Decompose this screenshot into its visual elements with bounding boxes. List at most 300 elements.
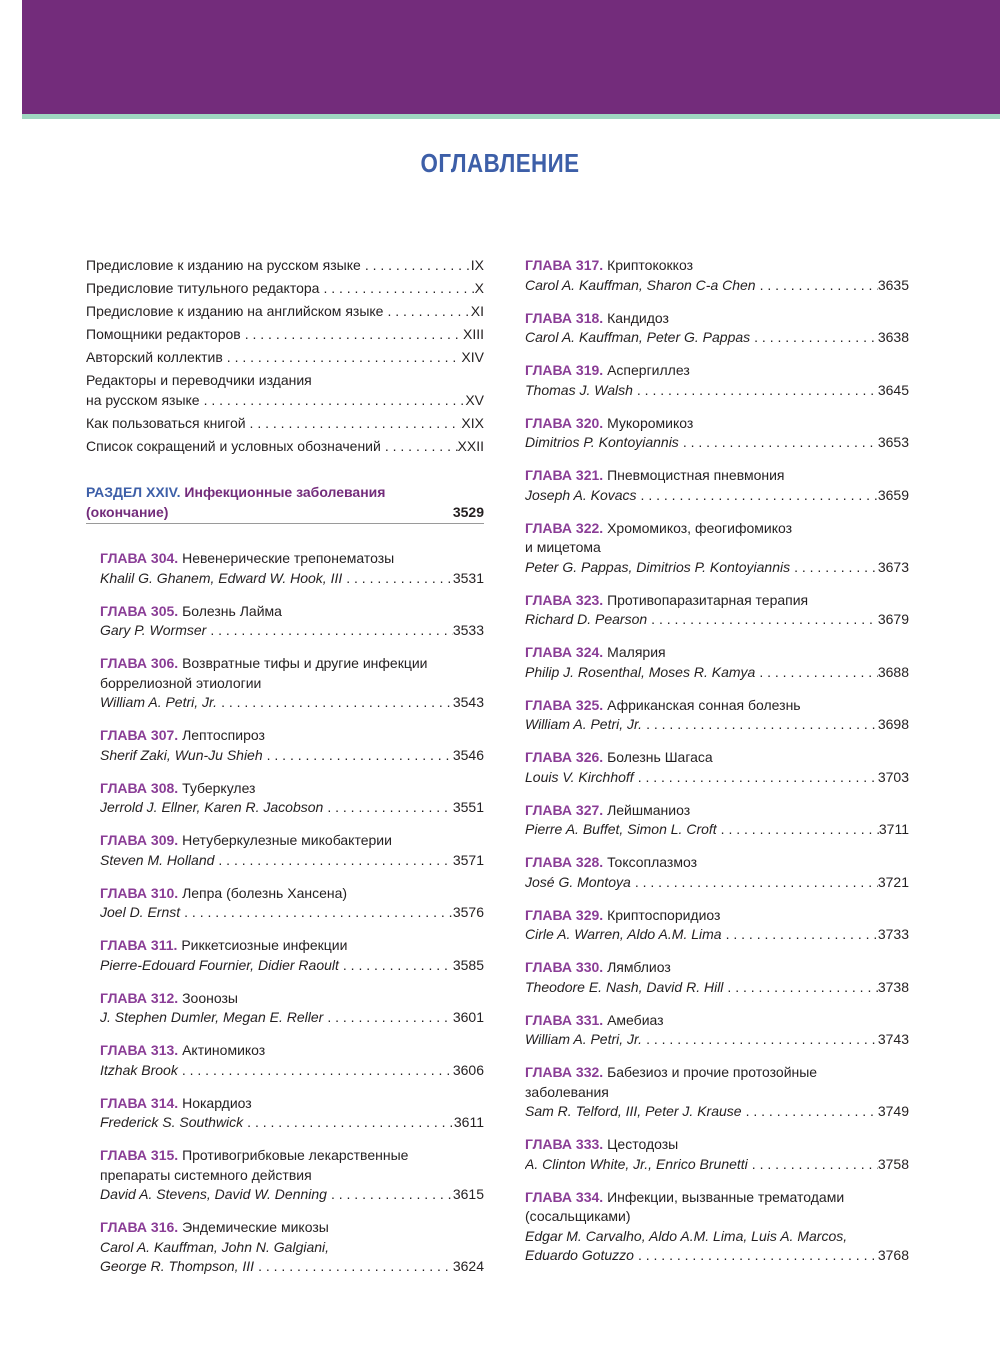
chapter-title: Противогрибковые лекарственные — [182, 1147, 409, 1163]
chapter-entry[interactable] — [525, 256, 909, 295]
page-number: 3635 — [877, 276, 909, 293]
dot-leader — [178, 1061, 453, 1081]
chapter-label: ГЛАВА 324. — [525, 644, 604, 660]
chapter-label: ГЛАВА 312. — [100, 989, 179, 1006]
chapter-authors-row — [525, 663, 909, 683]
header-accent-stripe — [22, 114, 1000, 119]
chapter-title-line — [525, 801, 909, 821]
chapter-authors-row — [525, 276, 909, 296]
page-number: XIX — [461, 414, 484, 431]
chapter-authors: Philip J. Rosenthal, Moses R. Kamya — [525, 663, 756, 680]
chapter-authors: Carol A. Kauffman, Peter G. Pappas — [525, 329, 751, 345]
chapter-label: ГЛАВА 329. — [525, 906, 604, 923]
chapter-entry[interactable] — [86, 989, 484, 1028]
page-number: 3645 — [877, 381, 909, 398]
chapter-title-line — [525, 748, 909, 768]
chapter-title: Противопаразитарная терапия — [607, 591, 809, 608]
dot-leader — [637, 486, 878, 506]
chapter-entry[interactable] — [525, 853, 909, 892]
chapter-entry[interactable] — [525, 1063, 909, 1122]
chapter-authors-row — [100, 903, 484, 923]
chapter-authors: Richard D. Pearson — [525, 611, 648, 627]
chapter-title-line — [100, 602, 484, 622]
page-number: 3606 — [452, 1061, 484, 1078]
chapter-entry[interactable] — [86, 549, 484, 588]
chapter-entry[interactable] — [86, 1041, 484, 1080]
chapter-authors: Eduardo Gotuzzo — [525, 1247, 634, 1263]
chapter-authors: Steven M. Holland — [100, 851, 215, 868]
chapter-title: Кандидоз — [607, 309, 669, 326]
chapter-authors-row — [100, 569, 484, 589]
section-page: 3529 — [452, 503, 484, 520]
chapter-label: ГЛАВА 317. — [525, 257, 604, 273]
chapter-title-line — [525, 538, 909, 558]
chapter-entry[interactable] — [525, 309, 909, 348]
page-number: 3546 — [452, 746, 484, 763]
chapter-authors: Theodore E. Nash, David R. Hill — [525, 978, 724, 995]
page-number: 3698 — [877, 716, 909, 732]
chapter-title-line — [525, 1135, 909, 1155]
chapter-entry[interactable] — [525, 1135, 909, 1174]
chapter-entry[interactable] — [525, 958, 909, 997]
chapter-title-line — [100, 831, 484, 851]
chapter-title: Нокардиоз — [182, 1094, 252, 1111]
chapter-title: Лептоспироз — [182, 727, 265, 743]
chapter-authors-row — [100, 693, 484, 713]
chapter-entry[interactable] — [525, 414, 909, 453]
chapter-label: ГЛАВА 328. — [525, 854, 604, 870]
page-number: 3601 — [452, 1009, 484, 1025]
chapter-label: ГЛАВА 307. — [100, 727, 179, 743]
chapter-list-left — [86, 549, 484, 1277]
dot-leader — [323, 1008, 453, 1028]
chapter-entry[interactable] — [86, 1094, 484, 1133]
chapter-authors: David A. Stevens, David W. Denning — [100, 1186, 327, 1202]
section-title-cont: (окончание) — [86, 503, 169, 520]
dot-leader — [742, 1102, 878, 1122]
chapter-label: ГЛАВА 330. — [525, 959, 604, 975]
chapter-authors-row — [525, 1030, 909, 1050]
chapter-title-line — [100, 779, 484, 799]
chapter-authors-row — [525, 328, 909, 348]
chapter-title: Болезнь Лайма — [182, 602, 282, 619]
page-number: 3611 — [453, 1114, 484, 1130]
chapter-authors-row — [525, 768, 909, 788]
chapter-list-right — [525, 256, 909, 1266]
chapter-title-line — [525, 309, 909, 329]
chapter-title-line — [525, 591, 909, 611]
chapter-title-line — [525, 1083, 909, 1103]
page-number: 3585 — [452, 956, 484, 973]
chapter-authors-row — [100, 1061, 484, 1081]
page-number: XIII — [462, 326, 484, 342]
chapter-title: Лейшманиоз — [607, 801, 691, 818]
chapter-title: Хромомикоз, феогифомикоз — [607, 519, 793, 536]
chapter-authors-row — [100, 621, 484, 641]
entry-title: Предисловие к изданию на английском языке — [86, 303, 384, 319]
chapter-title: Криптоспоридиоз — [607, 906, 721, 923]
chapter-entry[interactable] — [86, 884, 484, 923]
chapter-authors: Sherif Zaki, Wun-Ju Shieh — [100, 746, 263, 763]
chapter-entry[interactable] — [525, 801, 909, 840]
chapter-title-line — [525, 1207, 909, 1227]
chapter-label: ГЛАВА 334. — [525, 1188, 604, 1205]
dot-leader — [339, 956, 453, 976]
page-number: 3703 — [877, 768, 909, 785]
entry-row — [86, 325, 484, 345]
chapter-entry[interactable] — [86, 779, 484, 818]
chapter-authors: Thomas J. Walsh — [525, 381, 633, 398]
dot-leader — [633, 381, 878, 401]
page-number: 3638 — [877, 329, 909, 345]
chapter-title: Невенерические трепонематозы — [182, 550, 395, 566]
chapter-authors-row — [525, 715, 909, 735]
dot-leader — [722, 925, 878, 945]
front-matter-entry[interactable] — [86, 256, 484, 276]
dot-leader — [723, 978, 877, 998]
chapter-label: ГЛАВА 310. — [100, 884, 179, 901]
dot-leader — [323, 798, 453, 818]
chapter-title-line — [100, 549, 484, 569]
chapter-authors-row — [525, 1246, 909, 1266]
chapter-label: ГЛАВА 327. — [525, 801, 604, 818]
chapter-authors: William A. Petri, Jr. — [525, 716, 643, 732]
chapter-title-line — [100, 654, 484, 674]
chapter-label: ГЛАВА 322. — [525, 519, 604, 536]
chapter-title-line — [525, 256, 909, 276]
chapter-authors-row — [100, 956, 484, 976]
entry-title: на русском языке — [86, 391, 200, 408]
chapter-authors-row — [525, 486, 909, 506]
dot-leader — [642, 715, 878, 735]
dot-leader — [319, 279, 474, 299]
dot-leader — [647, 610, 878, 630]
dot-leader — [223, 348, 462, 368]
dot-leader — [381, 437, 458, 457]
section-title: Инфекционные заболевания — [184, 484, 386, 500]
chapter-title: препараты системного действия — [100, 1166, 312, 1183]
chapter-entry[interactable] — [525, 906, 909, 945]
chapter-entry[interactable] — [525, 748, 909, 787]
chapter-authors-row — [525, 433, 909, 453]
chapter-authors: William A. Petri, Jr. — [525, 1031, 643, 1047]
chapter-label: ГЛАВА 314. — [100, 1094, 179, 1111]
chapter-title-line — [525, 466, 909, 486]
chapter-label: ГЛАВА 323. — [525, 591, 604, 608]
dot-leader — [361, 256, 471, 276]
page-number: 3679 — [877, 611, 909, 627]
chapter-label: ГЛАВА 306. — [100, 655, 179, 671]
chapter-entry[interactable] — [525, 591, 909, 630]
chapter-title: Возвратные тифы и другие инфекции — [182, 655, 428, 671]
chapter-title: Амебиаз — [607, 1011, 664, 1028]
chapter-title-line — [525, 1063, 909, 1083]
chapter-authors: A. Clinton White, Jr., Enrico Brunetti — [525, 1155, 748, 1172]
dot-leader — [214, 851, 452, 871]
chapter-authors-row — [525, 873, 909, 893]
entry-row — [86, 391, 484, 411]
chapter-title: Болезнь Шагаса — [607, 749, 713, 765]
chapter-title-line — [100, 1166, 484, 1186]
chapter-authors: Carol A. Kauffman, Sharon C-a Chen — [525, 276, 756, 293]
chapter-label: ГЛАВА 315. — [100, 1147, 179, 1163]
chapter-title-line — [525, 643, 909, 663]
dot-leader — [200, 391, 466, 411]
page-number: X — [474, 280, 484, 296]
chapter-entry[interactable] — [525, 361, 909, 400]
chapter-label: ГЛАВА 331. — [525, 1011, 604, 1028]
chapter-authors: J. Stephen Dumler, Megan E. Reller — [100, 1009, 324, 1025]
chapter-authors: Gary P. Wormser — [100, 622, 207, 638]
chapter-entry[interactable] — [86, 726, 484, 765]
chapter-title: Цестодозы — [607, 1136, 679, 1152]
dot-leader — [790, 558, 878, 578]
chapter-label: ГЛАВА 318. — [525, 309, 604, 326]
chapter-authors: Dimitrios P. Kontoyiannis — [525, 434, 679, 450]
chapter-authors-row — [525, 558, 909, 578]
dot-leader — [755, 663, 878, 683]
front-matter-entry[interactable] — [86, 437, 484, 457]
dot-leader — [342, 569, 453, 589]
dot-leader — [327, 1185, 453, 1205]
entry-title: Список сокращений и условных обозначений — [86, 437, 381, 454]
chapter-authors: Itzhak Brook — [100, 1061, 178, 1078]
chapter-title-line — [525, 958, 909, 978]
chapter-title: Африканская сонная болезнь — [607, 696, 801, 713]
chapter-authors: Frederick S. Southwick — [100, 1114, 244, 1130]
dot-leader — [180, 903, 453, 923]
chapter-authors-row — [100, 1008, 484, 1028]
chapter-title: Эндемические микозы — [182, 1219, 329, 1235]
chapter-authors: Sam R. Telford, III, Peter J. Krause — [525, 1103, 742, 1119]
page-number: 3758 — [877, 1155, 909, 1172]
chapter-title: Актиномикоз — [182, 1042, 266, 1058]
chapter-authors: José G. Montoya — [525, 873, 631, 890]
chapter-authors: Cirle A. Warren, Aldo A.M. Lima — [525, 926, 722, 942]
entry-title: Авторский коллектив — [86, 349, 223, 365]
chapter-title: Зоонозы — [182, 989, 238, 1006]
dot-leader — [717, 820, 879, 840]
chapter-title-line — [525, 906, 909, 926]
chapter-title-line — [100, 884, 484, 904]
front-matter-entry[interactable] — [86, 302, 484, 322]
chapter-authors-row — [100, 1257, 484, 1277]
dot-leader — [217, 693, 453, 713]
chapter-title-line — [100, 936, 484, 956]
chapter-title: боррелиозной этиологии — [100, 674, 262, 691]
chapter-authors: Peter G. Pappas, Dimitrios P. Kontoyiannis — [525, 558, 791, 575]
chapter-title-line — [525, 696, 909, 716]
dot-leader — [383, 302, 470, 322]
page-number: 3533 — [452, 622, 484, 638]
chapter-title: заболевания — [525, 1083, 609, 1100]
page-number: 3653 — [877, 434, 909, 450]
chapter-title: Лямблиоз — [607, 959, 671, 975]
chapter-entry[interactable] — [525, 696, 909, 735]
entry-title: Предисловие к изданию на русском языке — [86, 257, 361, 273]
page-number: XI — [470, 303, 484, 319]
page-number: IX — [470, 257, 484, 273]
chapter-label: ГЛАВА 313. — [100, 1042, 179, 1058]
dot-leader — [263, 746, 453, 766]
chapter-title-line — [100, 1094, 484, 1114]
front-matter-list — [86, 256, 484, 456]
page-number: 3673 — [877, 558, 909, 575]
entry-title: Помощники редакторов — [86, 326, 241, 342]
chapter-title-line — [525, 1188, 909, 1208]
chapter-authors: George R. Thompson, III — [100, 1258, 255, 1274]
chapter-authors-row — [525, 610, 909, 630]
page-number: 3743 — [877, 1031, 909, 1047]
chapter-authors-row — [100, 746, 484, 766]
chapter-label: ГЛАВА 325. — [525, 696, 604, 713]
chapter-label: ГЛАВА 319. — [525, 362, 604, 378]
entry-row — [86, 414, 484, 434]
chapter-label: ГЛАВА 320. — [525, 414, 604, 431]
chapter-entry[interactable] — [525, 466, 909, 505]
page-number: XIV — [461, 349, 484, 365]
chapter-title: Лепра (болезнь Хансена) — [182, 884, 348, 901]
chapter-title-line — [100, 1041, 484, 1061]
chapter-title: Нетуберкулезные микобактерии — [182, 832, 392, 848]
dot-leader — [243, 1113, 454, 1133]
header-band — [22, 0, 1000, 114]
chapter-title: Малярия — [607, 644, 666, 660]
chapter-entry[interactable] — [525, 1011, 909, 1050]
dot-leader — [748, 1155, 878, 1175]
page-number: 3531 — [452, 569, 484, 586]
dot-leader — [246, 414, 462, 434]
page-number: 3768 — [877, 1247, 909, 1263]
chapter-authors-row — [100, 798, 484, 818]
dot-leader — [642, 1030, 878, 1050]
chapter-authors-row — [525, 1102, 909, 1122]
chapter-authors: Khalil G. Ghanem, Edward W. Hook, III — [100, 569, 343, 586]
chapter-title-line — [100, 1218, 484, 1238]
page-number: 3721 — [877, 873, 909, 890]
dot-leader — [679, 433, 878, 453]
page-number: 3571 — [452, 851, 484, 868]
chapter-label: ГЛАВА 309. — [100, 832, 179, 848]
front-matter-entry[interactable] — [86, 371, 484, 410]
chapter-authors-row — [525, 381, 909, 401]
page-title: ОГЛАВЛЕНИЕ — [420, 148, 580, 178]
page-number: 3551 — [452, 799, 484, 815]
page-number: 3576 — [452, 904, 484, 920]
chapter-entry[interactable] — [86, 936, 484, 975]
chapter-entry[interactable] — [86, 1146, 484, 1205]
chapter-label: ГЛАВА 326. — [525, 749, 604, 765]
chapter-authors: Pierre-Edouard Fournier, Didier Raoult — [100, 956, 339, 973]
chapter-entry[interactable] — [86, 654, 484, 713]
chapter-label: ГЛАВА 311. — [100, 937, 178, 953]
chapter-title-line — [100, 1146, 484, 1166]
chapter-title: Токсоплазмоз — [607, 854, 698, 870]
page-number: 3738 — [877, 978, 909, 995]
chapter-label: ГЛАВА 308. — [100, 779, 179, 796]
chapter-title: Пневмоцистная пневмония — [607, 467, 785, 483]
entry-row — [86, 348, 484, 368]
chapter-label: ГЛАВА 332. — [525, 1064, 604, 1080]
chapter-authors: Louis V. Kirchhoff — [525, 768, 634, 785]
chapter-title-line — [525, 519, 909, 539]
chapter-title-line — [525, 361, 909, 381]
entry-title: Как пользоваться книгой — [86, 414, 246, 431]
chapter-authors-row — [100, 1113, 484, 1133]
chapter-entry[interactable] — [525, 643, 909, 682]
page-number: 3543 — [452, 694, 484, 710]
chapter-authors-row — [100, 851, 484, 871]
chapter-entry[interactable] — [525, 519, 909, 578]
chapter-title: Бабезиоз и прочие протозойные — [607, 1064, 818, 1080]
section-entry[interactable] — [86, 483, 484, 524]
toc-left-column — [86, 256, 484, 1290]
chapter-label: ГЛАВА 321. — [525, 467, 604, 483]
chapter-label: ГЛАВА 304. — [100, 550, 179, 566]
toc-right-column — [525, 256, 909, 1279]
chapter-authors-row — [525, 978, 909, 998]
page-number: 3711 — [878, 821, 909, 837]
chapter-title: (сосальщиками) — [525, 1208, 631, 1224]
chapter-authors: Joseph A. Kovacs — [525, 486, 637, 503]
section-label: РАЗДЕЛ XXIV. — [86, 484, 181, 500]
chapter-title: Туберкулез — [182, 779, 256, 796]
chapter-entry[interactable] — [86, 831, 484, 870]
page-number: 3659 — [877, 486, 909, 503]
chapter-title: Мукоромикоз — [607, 414, 694, 431]
page-number: 3615 — [452, 1186, 484, 1202]
chapter-authors: Jerrold J. Ellner, Karen R. Jacobson — [100, 799, 324, 815]
front-matter-entry[interactable] — [86, 325, 484, 345]
dot-leader — [254, 1257, 453, 1277]
page-number: 3624 — [452, 1258, 484, 1274]
entry-title: Предисловие титульного редактора — [86, 280, 320, 296]
entry-row — [86, 437, 484, 457]
chapter-title: Инфекции, вызванные трематодами — [607, 1188, 845, 1205]
page-number: 3749 — [877, 1103, 909, 1119]
entry-row — [86, 256, 484, 276]
chapter-label: ГЛАВА 316. — [100, 1219, 179, 1235]
chapter-title: и мицетома — [525, 539, 601, 555]
chapter-title-line — [100, 989, 484, 1009]
chapter-label: ГЛАВА 333. — [525, 1136, 604, 1152]
chapter-authors: Joel D. Ernst — [100, 904, 181, 920]
chapter-entry[interactable] — [86, 1218, 484, 1277]
dot-leader — [756, 276, 878, 296]
dot-leader — [241, 325, 463, 345]
chapter-title-line — [100, 726, 484, 746]
chapter-authors-row — [100, 1185, 484, 1205]
chapter-authors: Carol A. Kauffman, John N. Galgiani, — [100, 1238, 330, 1255]
chapter-title-line — [525, 853, 909, 873]
chapter-authors-row — [525, 925, 909, 945]
chapter-authors: William A. Petri, Jr. — [100, 694, 218, 710]
page-number: 3733 — [877, 926, 909, 942]
chapter-authors: Pierre A. Buffet, Simon L. Croft — [525, 821, 717, 837]
dot-leader — [206, 621, 453, 641]
front-matter-entry[interactable] — [86, 348, 484, 368]
chapter-authors-row — [525, 1155, 909, 1175]
chapter-entry[interactable] — [86, 602, 484, 641]
chapter-title: Криптококкоз — [607, 257, 693, 273]
dot-leader — [634, 768, 878, 788]
front-matter-entry[interactable] — [86, 279, 484, 299]
chapter-entry[interactable] — [525, 1188, 909, 1266]
chapter-title-line — [100, 674, 484, 694]
page-number: XV — [465, 391, 484, 408]
front-matter-entry[interactable] — [86, 414, 484, 434]
dot-leader — [631, 873, 878, 893]
